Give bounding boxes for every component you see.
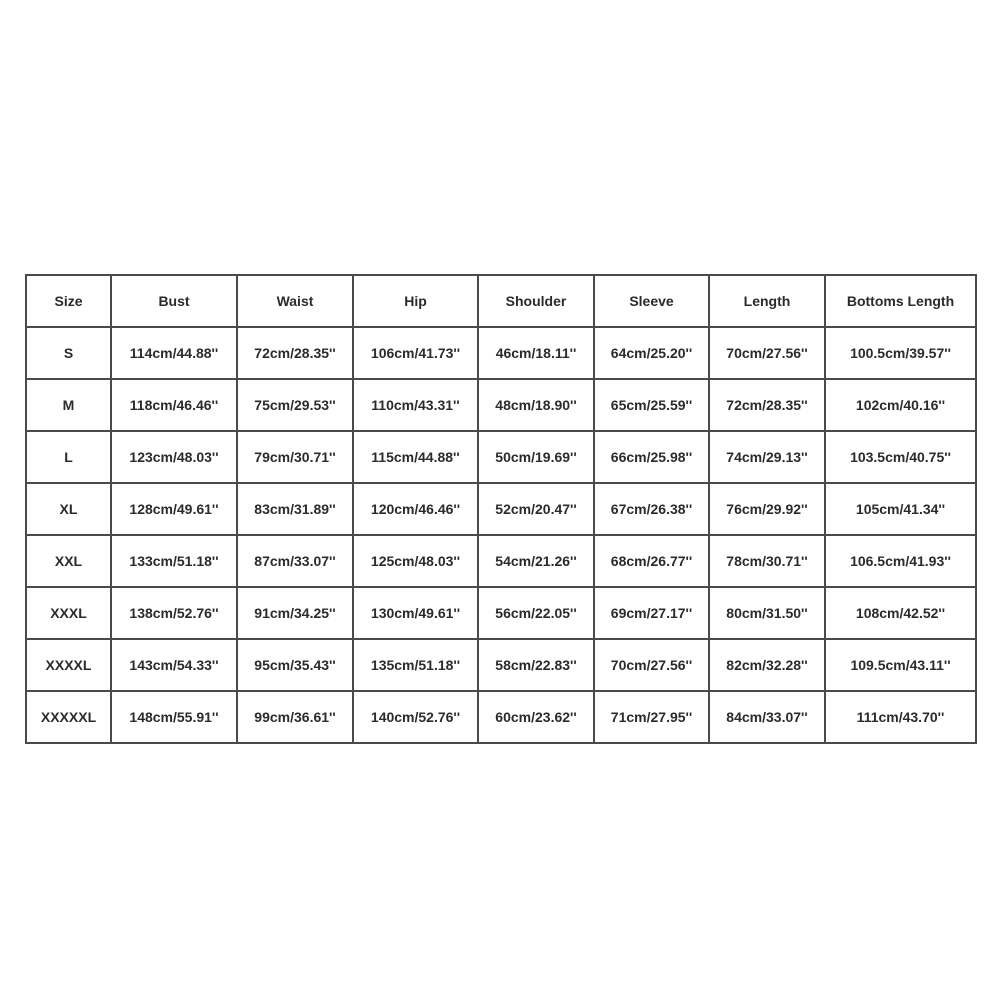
bust-cell: 148cm/55.91'' — [111, 691, 237, 743]
sleeve-cell: 66cm/25.98'' — [594, 431, 709, 483]
hip-cell: 120cm/46.46'' — [353, 483, 478, 535]
shoulder-cell: 48cm/18.90'' — [478, 379, 594, 431]
size-cell: S — [26, 327, 111, 379]
shoulder-cell: 46cm/18.11'' — [478, 327, 594, 379]
sleeve-cell: 70cm/27.56'' — [594, 639, 709, 691]
size-chart-table — [25, 274, 977, 744]
sleeve-cell: 68cm/26.77'' — [594, 535, 709, 587]
waist-cell: 79cm/30.71'' — [237, 431, 353, 483]
bottoms-length-cell: 100.5cm/39.57'' — [825, 327, 976, 379]
waist-cell: 83cm/31.89'' — [237, 483, 353, 535]
hip-cell: 125cm/48.03'' — [353, 535, 478, 587]
header-bust: Bust — [111, 275, 237, 327]
length-cell: 72cm/28.35'' — [709, 379, 825, 431]
length-cell: 84cm/33.07'' — [709, 691, 825, 743]
bust-cell: 114cm/44.88'' — [111, 327, 237, 379]
table-row — [26, 483, 976, 535]
bust-cell: 143cm/54.33'' — [111, 639, 237, 691]
hip-cell: 115cm/44.88'' — [353, 431, 478, 483]
waist-cell: 99cm/36.61'' — [237, 691, 353, 743]
bust-cell: 123cm/48.03'' — [111, 431, 237, 483]
bottoms-length-cell: 109.5cm/43.11'' — [825, 639, 976, 691]
hip-cell: 140cm/52.76'' — [353, 691, 478, 743]
sleeve-cell: 65cm/25.59'' — [594, 379, 709, 431]
bottoms-length-cell: 103.5cm/40.75'' — [825, 431, 976, 483]
bust-cell: 128cm/49.61'' — [111, 483, 237, 535]
table-row — [26, 639, 976, 691]
size-cell: M — [26, 379, 111, 431]
shoulder-cell: 58cm/22.83'' — [478, 639, 594, 691]
length-cell: 82cm/32.28'' — [709, 639, 825, 691]
size-cell: XXXL — [26, 587, 111, 639]
header-sleeve: Sleeve — [594, 275, 709, 327]
header-hip: Hip — [353, 275, 478, 327]
length-cell: 76cm/29.92'' — [709, 483, 825, 535]
bust-cell: 118cm/46.46'' — [111, 379, 237, 431]
table-row — [26, 535, 976, 587]
bust-cell: 138cm/52.76'' — [111, 587, 237, 639]
shoulder-cell: 56cm/22.05'' — [478, 587, 594, 639]
bottoms-length-cell: 111cm/43.70'' — [825, 691, 976, 743]
bottoms-length-cell: 105cm/41.34'' — [825, 483, 976, 535]
header-length: Length — [709, 275, 825, 327]
header-bottoms-length: Bottoms Length — [825, 275, 976, 327]
shoulder-cell: 54cm/21.26'' — [478, 535, 594, 587]
sleeve-cell: 71cm/27.95'' — [594, 691, 709, 743]
size-cell: XXL — [26, 535, 111, 587]
hip-cell: 135cm/51.18'' — [353, 639, 478, 691]
size-cell: XL — [26, 483, 111, 535]
table-row — [26, 379, 976, 431]
length-cell: 80cm/31.50'' — [709, 587, 825, 639]
waist-cell: 87cm/33.07'' — [237, 535, 353, 587]
table-row — [26, 431, 976, 483]
size-cell: XXXXXL — [26, 691, 111, 743]
header-waist: Waist — [237, 275, 353, 327]
header-size: Size — [26, 275, 111, 327]
length-cell: 78cm/30.71'' — [709, 535, 825, 587]
waist-cell: 72cm/28.35'' — [237, 327, 353, 379]
sleeve-cell: 64cm/25.20'' — [594, 327, 709, 379]
sleeve-cell: 67cm/26.38'' — [594, 483, 709, 535]
header-row — [26, 275, 976, 327]
waist-cell: 91cm/34.25'' — [237, 587, 353, 639]
waist-cell: 75cm/29.53'' — [237, 379, 353, 431]
length-cell: 70cm/27.56'' — [709, 327, 825, 379]
table-row — [26, 691, 976, 743]
bottoms-length-cell: 106.5cm/41.93'' — [825, 535, 976, 587]
waist-cell: 95cm/35.43'' — [237, 639, 353, 691]
bottoms-length-cell: 102cm/40.16'' — [825, 379, 976, 431]
shoulder-cell: 50cm/19.69'' — [478, 431, 594, 483]
header-shoulder: Shoulder — [478, 275, 594, 327]
length-cell: 74cm/29.13'' — [709, 431, 825, 483]
table-row — [26, 587, 976, 639]
sleeve-cell: 69cm/27.17'' — [594, 587, 709, 639]
hip-cell: 110cm/43.31'' — [353, 379, 478, 431]
size-cell: L — [26, 431, 111, 483]
size-cell: XXXXL — [26, 639, 111, 691]
shoulder-cell: 52cm/20.47'' — [478, 483, 594, 535]
table-row — [26, 327, 976, 379]
hip-cell: 106cm/41.73'' — [353, 327, 478, 379]
hip-cell: 130cm/49.61'' — [353, 587, 478, 639]
bottoms-length-cell: 108cm/42.52'' — [825, 587, 976, 639]
bust-cell: 133cm/51.18'' — [111, 535, 237, 587]
shoulder-cell: 60cm/23.62'' — [478, 691, 594, 743]
